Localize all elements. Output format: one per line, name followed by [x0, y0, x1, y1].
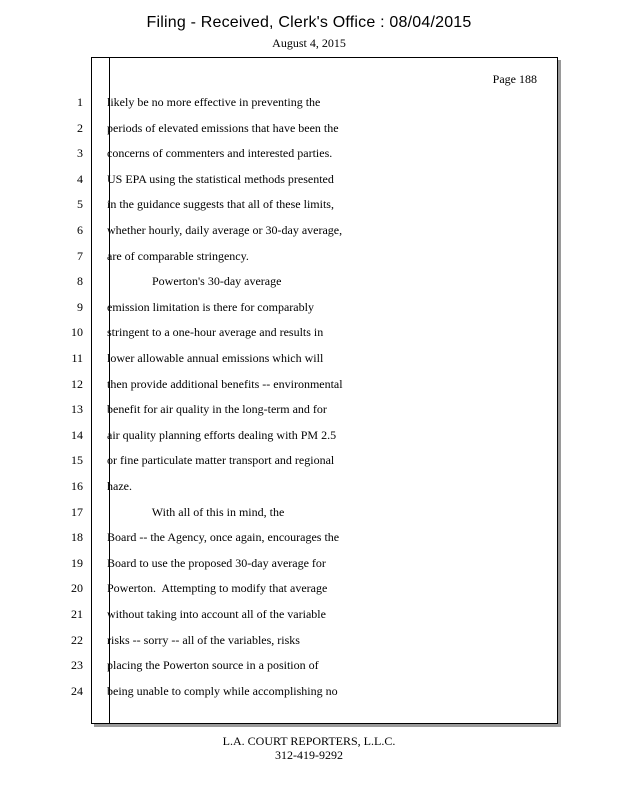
line-text: Board -- the Agency, once again, encourages the	[107, 530, 340, 545]
line-number: 18	[71, 530, 83, 545]
line-text: concerns of commenters and interested parties.	[107, 146, 333, 161]
line-number: 13	[71, 402, 83, 417]
line-number: 9	[77, 299, 83, 314]
line-text: in the guidance suggests that all of these limits,	[107, 197, 334, 212]
line-number: 11	[71, 351, 83, 365]
footer-phone: 312-419-9292	[275, 748, 343, 762]
line-text: With all of this in mind, the	[107, 504, 285, 519]
line-number: 17	[71, 504, 83, 519]
line-text: then provide additional benefits -- environmental	[107, 376, 343, 391]
line-number: 5	[77, 197, 83, 212]
line-text: being unable to comply while accomplishing no	[107, 683, 338, 698]
line-number: 22	[71, 632, 83, 647]
line-number: 14	[71, 427, 83, 442]
line-number: 15	[71, 453, 83, 468]
line-text: without taking into account all of the variable	[107, 607, 326, 621]
line-number: 23	[71, 658, 83, 673]
line-number: 12	[71, 376, 83, 391]
document-date: August 4, 2015	[272, 36, 346, 50]
line-text: placing the Powerton source in a position of	[107, 658, 319, 673]
line-number: 7	[77, 248, 83, 263]
line-text: likely be no more effective in preventing the	[107, 95, 321, 109]
line-number: 20	[71, 581, 83, 596]
line-text: haze.	[107, 479, 132, 493]
line-number: 3	[77, 146, 83, 161]
line-number: 8	[77, 274, 83, 289]
line-text: air quality planning efforts dealing with PM 2.5	[107, 427, 337, 442]
line-text: periods of elevated emissions that have been the	[107, 120, 339, 135]
line-number: 24	[71, 683, 83, 698]
line-text: are of comparable stringency.	[107, 248, 249, 263]
line-text: whether hourly, daily average or 30-day average,	[107, 223, 343, 237]
line-text: Powerton. Attempting to modify that average	[107, 581, 328, 596]
footer-company: L.A. COURT REPORTERS, L.L.C.	[222, 734, 396, 748]
page-number: Page 188	[492, 72, 537, 86]
line-number: 1	[77, 95, 83, 109]
line-text: risks -- sorry -- all of the variables, risks	[107, 632, 300, 647]
line-text: or fine particulate matter transport and regional	[107, 453, 335, 468]
line-number: 6	[77, 223, 83, 237]
line-number: 10	[71, 325, 83, 340]
line-text: Board to use the proposed 30-day average for	[107, 555, 326, 570]
line-number: 4	[77, 171, 83, 186]
line-text: lower allowable annual emissions which will	[107, 351, 324, 365]
line-number: 2	[77, 120, 83, 135]
line-number: 21	[71, 607, 83, 621]
line-text: stringent to a one-hour average and results in	[107, 325, 324, 340]
line-text: US EPA using the statistical methods presented	[107, 171, 334, 186]
line-number: 16	[71, 479, 83, 493]
line-text: emission limitation is there for comparably	[107, 299, 314, 314]
line-text: benefit for air quality in the long-term and for	[107, 402, 327, 417]
line-text: Powerton's 30-day average	[107, 274, 282, 289]
filing-stamp: Filing - Received, Clerk's Office : 08/04/2015	[146, 14, 472, 31]
line-number: 19	[71, 555, 83, 570]
